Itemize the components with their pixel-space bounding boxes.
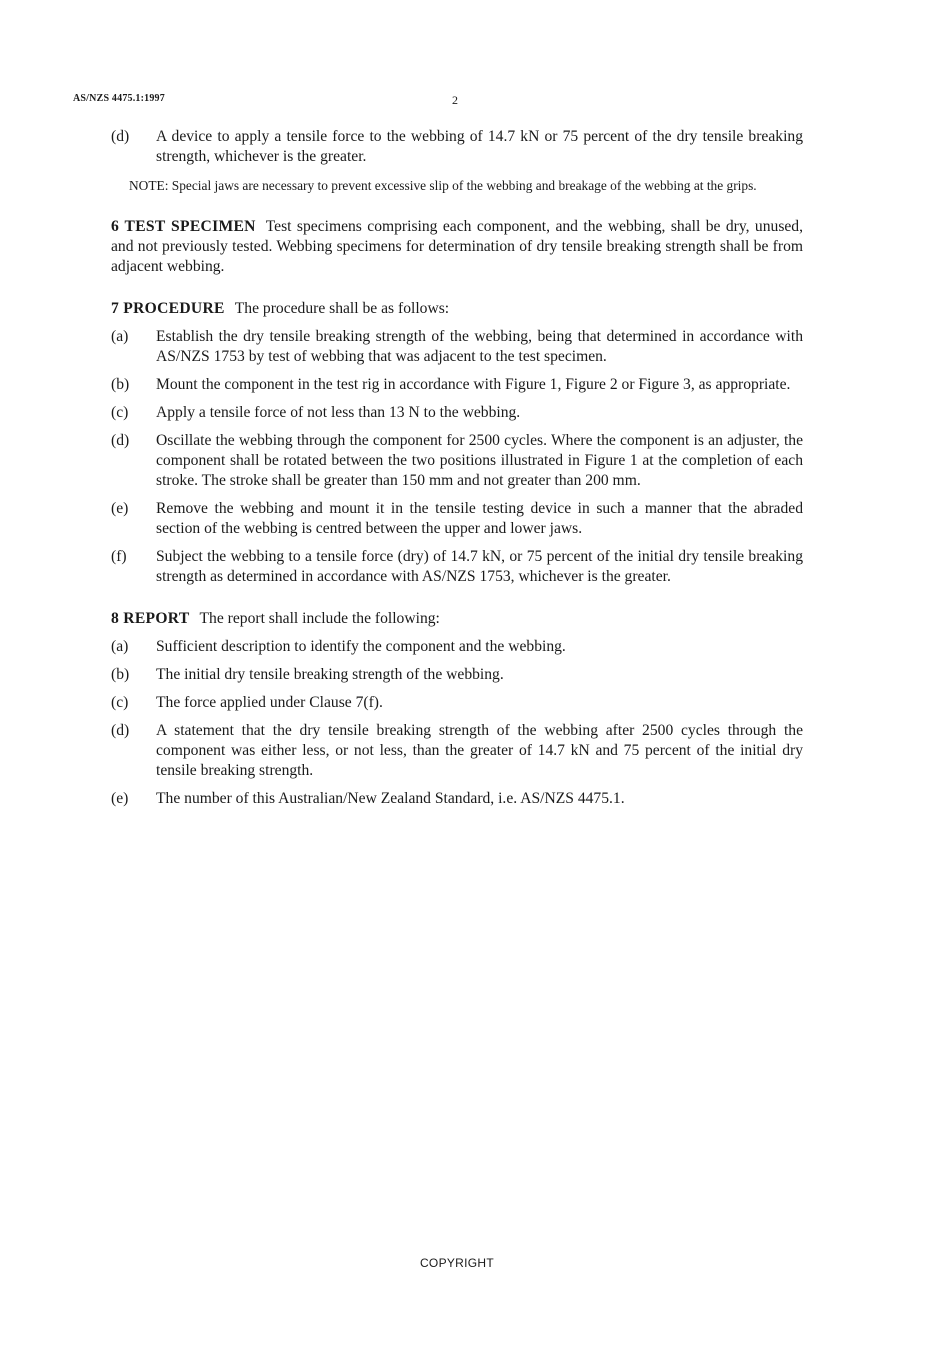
list-item (111, 327, 803, 367)
section-6 (111, 217, 803, 277)
list-item (111, 547, 803, 587)
section-heading: 8 REPORT (111, 610, 190, 627)
item-label: (a) (111, 328, 129, 345)
item-label: (f) (111, 548, 127, 565)
list-item (111, 721, 803, 781)
list-item (111, 375, 803, 395)
item-text: Remove the webbing and mount it in the tensile testing device in such a manner that the abraded section of the webbing is centred between the upper and lower jaws. (156, 500, 803, 537)
item-text: The number of this Australian/New Zealand Standard, i.e. AS/NZS 4475.1. (156, 790, 625, 807)
list-item (111, 403, 803, 423)
item-text: Mount the component in the test rig in accordance with Figure 1, Figure 2 or Figure 3, as appropriate. (156, 376, 791, 393)
item-label: (c) (111, 694, 129, 711)
item-label: (c) (111, 404, 129, 421)
section-text: Test specimens comprising each component, and the webbing, shall be dry, unused, and not previously tested. Webbing specimens for determination of dry tensile breaking strength shall be from adjacent webbing. (111, 218, 804, 275)
page-number: 2 (452, 93, 458, 107)
item-text: A device to apply a tensile force to the webbing of 14.7 kN or 75 percent of the dry tensile breaking strength, whichever is the greater. (156, 128, 803, 165)
item-text: Sufficient description to identify the component and the webbing. (156, 638, 566, 655)
list-item (111, 127, 803, 167)
section-intro: The procedure shall be as follows: (234, 300, 450, 317)
section-intro: The report shall include the following: (199, 610, 440, 627)
section-8 (111, 609, 803, 629)
item-text: A statement that the dry tensile breaking strength of the webbing after 2500 cycles through the component was either less, or not less, than the greater of 14.7 kN and 75 percent of the initial dry tensile breaking strength. (156, 722, 803, 779)
item-label: (b) (111, 376, 130, 393)
page-header (73, 93, 493, 109)
item-text: Oscillate the webbing through the component for 2500 cycles. Where the component is an adjuster, the component shall be rotated between the two positions illustrated in Figure 1 at the completion of each stroke. The stroke shall be greater than 150 mm and not greater than 200 mm. (156, 432, 803, 489)
list-item (111, 637, 803, 657)
list-item (111, 665, 803, 685)
document-body (111, 127, 803, 809)
item-text: Apply a tensile force of not less than 13 N to the webbing. (156, 404, 521, 421)
item-label: (d) (111, 128, 130, 145)
item-label: (d) (111, 722, 130, 739)
item-label: (d) (111, 432, 130, 449)
item-text: Establish the dry tensile breaking strength of the webbing, being that determined in accordance with AS/NZS 1753 by test of webbing that was adjacent to the test specimen. (156, 328, 803, 365)
item-text: The initial dry tensile breaking strength of the webbing. (156, 666, 504, 683)
section-7 (111, 299, 803, 319)
item-text: Subject the webbing to a tensile force (dry) of 14.7 kN, or 75 percent of the initial dry tensile breaking strength as determined in accordance with AS/NZS 1753, whichever is the greater. (156, 548, 803, 585)
copyright-footer: COPYRIGHT (419, 1256, 495, 1270)
item-label: (b) (111, 666, 130, 683)
list-item (111, 431, 803, 491)
list-item (111, 789, 803, 809)
note: NOTE: Special jaws are necessary to prevent excessive slip of the webbing and breakage of the webbing at the grips. (129, 178, 757, 193)
item-label: (e) (111, 790, 129, 807)
item-label: (a) (111, 638, 129, 655)
section-heading: 7 PROCEDURE (111, 300, 225, 317)
item-label: (e) (111, 500, 129, 517)
standard-number: AS/NZS 4475.1:1997 (73, 93, 165, 104)
list-item (111, 693, 803, 713)
item-text: The force applied under Clause 7(f). (156, 694, 383, 711)
list-item (111, 499, 803, 539)
section-heading: 6 TEST SPECIMEN (111, 218, 256, 235)
